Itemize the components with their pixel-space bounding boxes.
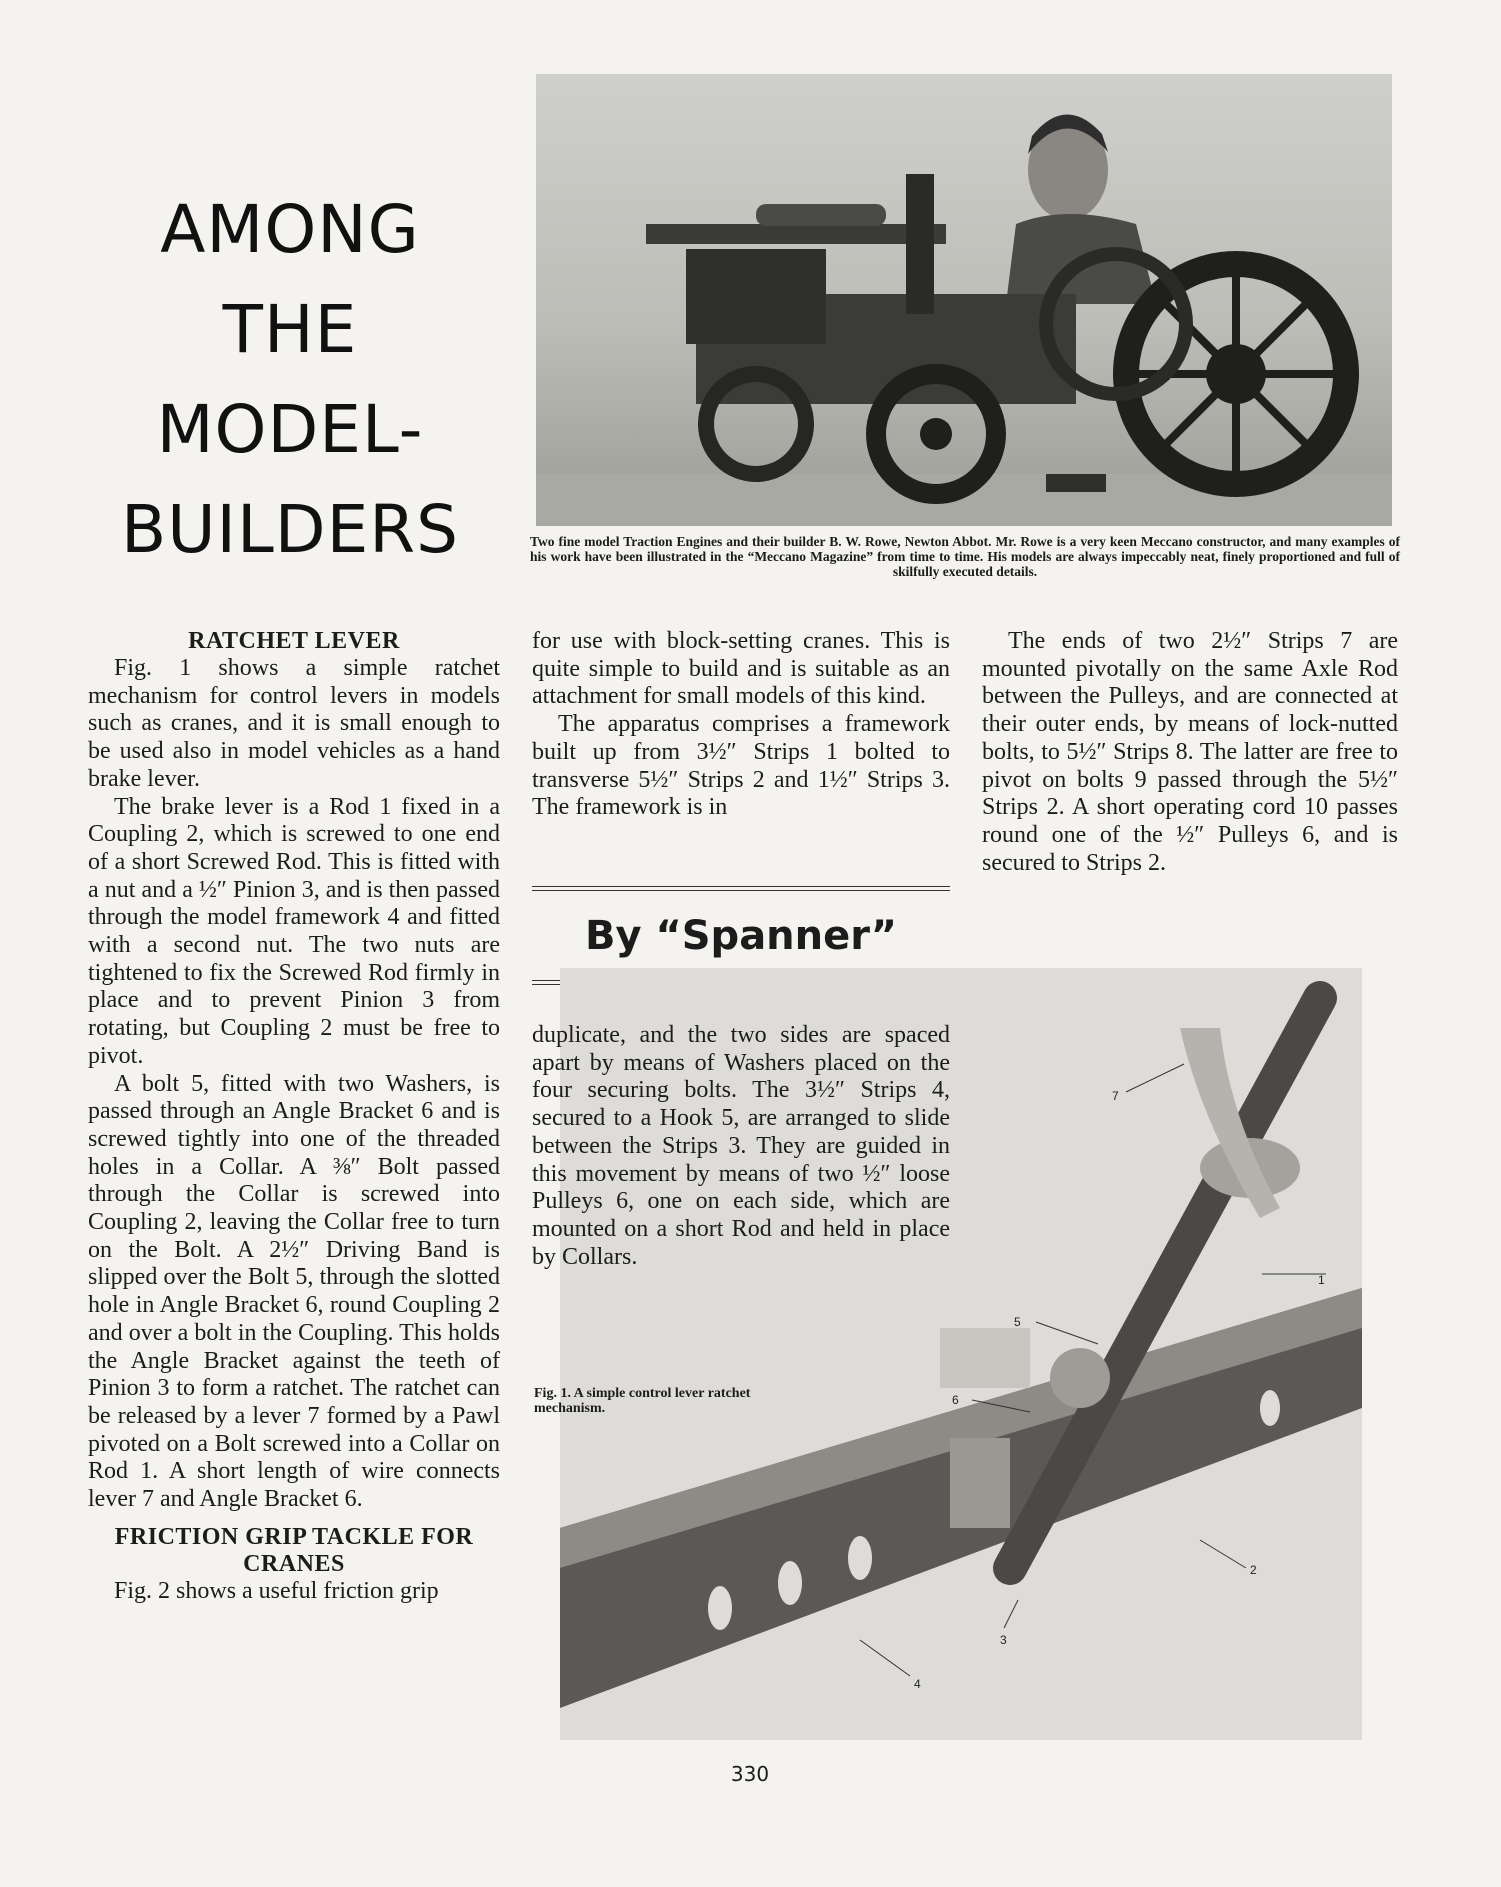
title-line-2: THE	[222, 291, 358, 368]
paragraph: Fig. 1 shows a simple ratchet mechanism for control levers in models such as cranes, and it is small enough to be used also in model vehicles as a hand brake lever.	[88, 655, 500, 792]
figure-label-5: 5	[1014, 1315, 1021, 1329]
page-number: 330	[730, 1762, 770, 1786]
figure-label-2: 2	[1250, 1563, 1257, 1577]
paragraph: The ends of two 2½″ Strips 7 are mounted pivotally on the same Axle Rod between the Pulleys, and are connected at their outer ends, by means of lock-nutted bolts, to 5½″ Strips 8. The latter are free to pivot on bolts 9 passed through the 5½″ Strips 2. A short operating cord 10 passes round one of the ½″ Pulleys 6, and is secured to Strips 2.	[982, 628, 1398, 876]
figure-label-1: 1	[1318, 1273, 1325, 1287]
paragraph: duplicate, and the two sides are spaced apart by means of Washers placed on the four securing bolts. The 3½″ Strips 4, secured to a Hook 5, are arranged to slide between the Strips 3. They are guided in this movement by means of two ½″ loose Pulleys 6, one on each side, which are mounted on a short Rod and held in place by Collars.	[532, 1022, 950, 1270]
figure-label-4: 4	[914, 1677, 921, 1691]
figure-caption: Fig. 1. A simple control lever ratchet mechanism.	[534, 1386, 751, 1416]
photo-caption: Two fine model Traction Engines and their builder B. W. Rowe, Newton Abbot. Mr. Rowe is a very keen Meccano constructor, and many examples of his work have been illustrated in the “Meccano Magazine” from time to time. His models are always impeccably neat, finely proportioned and full of skilfully executed details.	[530, 534, 1400, 579]
title-line-3: MODEL-	[156, 391, 424, 468]
heading-friction-grip: FRICTION GRIP TACKLE FOR CRANES	[114, 1523, 474, 1577]
author-byline: By “Spanner”	[584, 913, 898, 959]
paragraph: The apparatus comprises a framework built up from 3½″ Strips 1 bolted to transverse 5½″ Strips 2 and 1½″ Strips 3. The framework is in	[532, 711, 950, 821]
paragraph: A bolt 5, fitted with two Washers, is passed through an Angle Bracket 6 and is screwed tightly into one of the threaded holes in a Collar. A ⅜″ Bolt passed through the Collar is screwed into Coupling 2, leaving the Collar free to turn on the Bolt. A 2½″ Driving Band is slipped over the Bolt 5, through the slotted hole in Angle Bracket 6, round Coupling 2 and over a bolt in the Coupling. This holds the Angle Bracket against the teeth of Pinion 3 to form a ratchet. The ratchet can be released by a lever 7 formed by a Pawl pivoted on a Bolt screwed into a Collar on Rod 1. A short length of wire connects lever 7 and Angle Bracket 6.	[88, 1070, 500, 1513]
paragraph: The brake lever is a Rod 1 fixed in a Coupling 2, which is screwed to one end of a short Screwed Rod. This is fitted with a nut and a ½″ Pinion 3, and is then passed through the model framework 4 and fitted with a second nut. The two nuts are tightened to fix the Screwed Rod firmly in place and to prevent Pinion 3 from rotating, but Coupling 2 must be free to pivot.	[88, 793, 500, 1069]
figure-label-6: 6	[952, 1393, 959, 1407]
title-line-1: AMONG	[160, 191, 420, 268]
figure-label-7: 7	[1112, 1089, 1119, 1103]
paragraph: for use with block-setting cranes. This is quite simple to build and is suitable as an attachment for small models of this kind.	[532, 628, 950, 710]
heading-ratchet-lever: RATCHET LEVER	[188, 628, 400, 654]
figure-label-3: 3	[1000, 1633, 1007, 1647]
paragraph: Fig. 2 shows a useful friction grip	[114, 1577, 439, 1604]
title-line-4: BUILDERS	[120, 491, 460, 568]
